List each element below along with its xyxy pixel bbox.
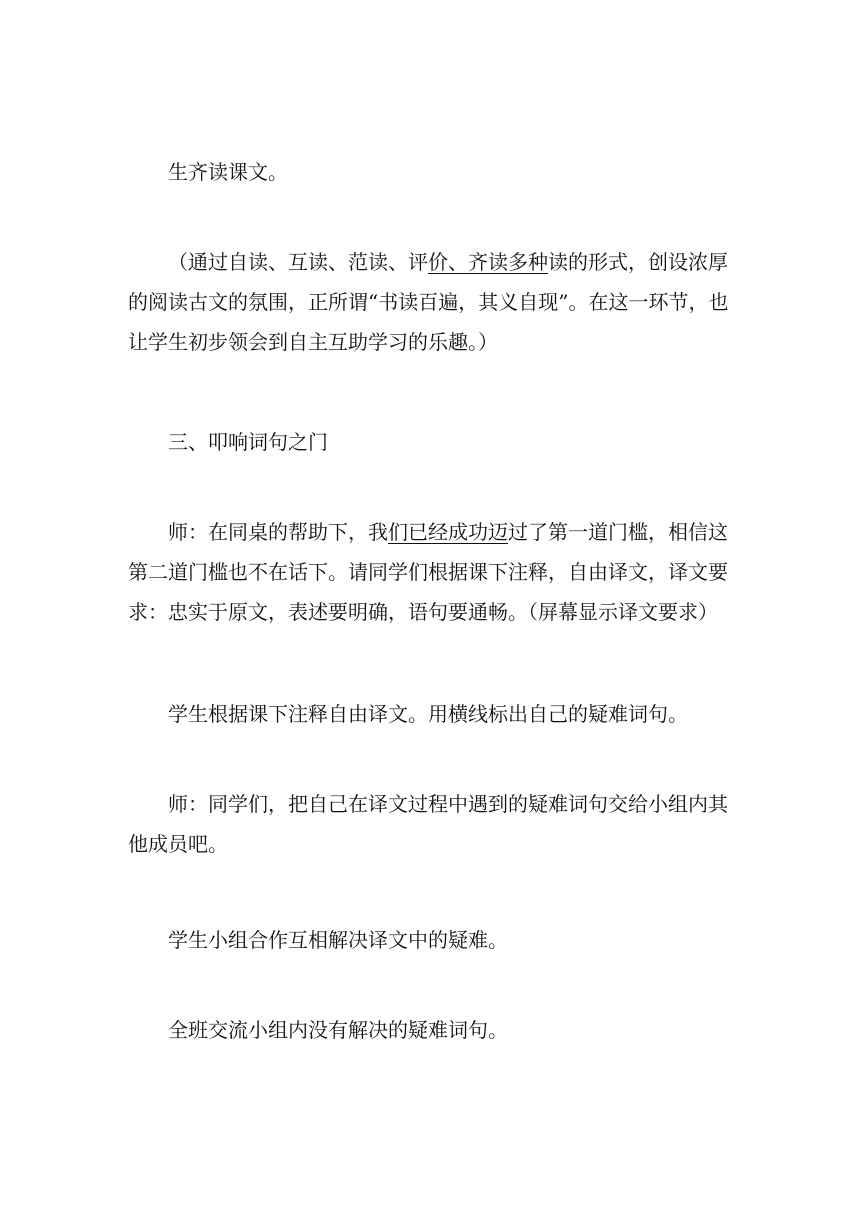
- text-segment: 学生小组合作互相解决译文中的疑难。: [168, 928, 508, 952]
- underlined-text: 价、齐读多种: [428, 250, 548, 274]
- paragraph-group-work: [128, 920, 736, 960]
- text-segment: 师：在同桌的帮助下，我: [168, 520, 388, 544]
- text-segment: 学生根据课下注释自由译文。用横线标出自己的疑难词句。: [168, 702, 688, 726]
- text-segment: 师：同学们，把自己在译文过程中遇到的疑难词句交给小组内其他成员吧。: [128, 792, 728, 856]
- text-segment: 读的形式，创设浓厚的阅读古文的氛围，正所谓“书读百遍，其义自现”。在这一环节，也让学生初步领会到自主互助学习的乐趣。）: [128, 250, 729, 354]
- section-heading: [128, 422, 736, 462]
- paragraph-reading-note: [128, 242, 736, 362]
- paragraph-teacher-instruction: [128, 512, 736, 632]
- text-segment: 三、叩响词句之门: [168, 430, 328, 454]
- text-segment: （通过自读、互读、范读、评: [168, 250, 428, 274]
- underlined-text: 们已经成功迈: [388, 520, 508, 544]
- text-segment: 全班交流小组内没有解决的疑难词句。: [168, 1018, 508, 1042]
- text-segment: 过了第一道门槛，相信这第二道门槛也不在话下。请同学们根据课下注释，自由译文，译文要求：忠实于原文，表述要明确，语句要通畅。（屏幕显示译文要求）: [128, 520, 728, 624]
- paragraph-student-translate: [128, 694, 736, 734]
- paragraph-teacher-group: [128, 784, 736, 864]
- paragraph-read-together: [128, 152, 736, 192]
- text-segment: 生齐读课文。: [168, 160, 288, 184]
- paragraph-class-exchange: [128, 1010, 736, 1050]
